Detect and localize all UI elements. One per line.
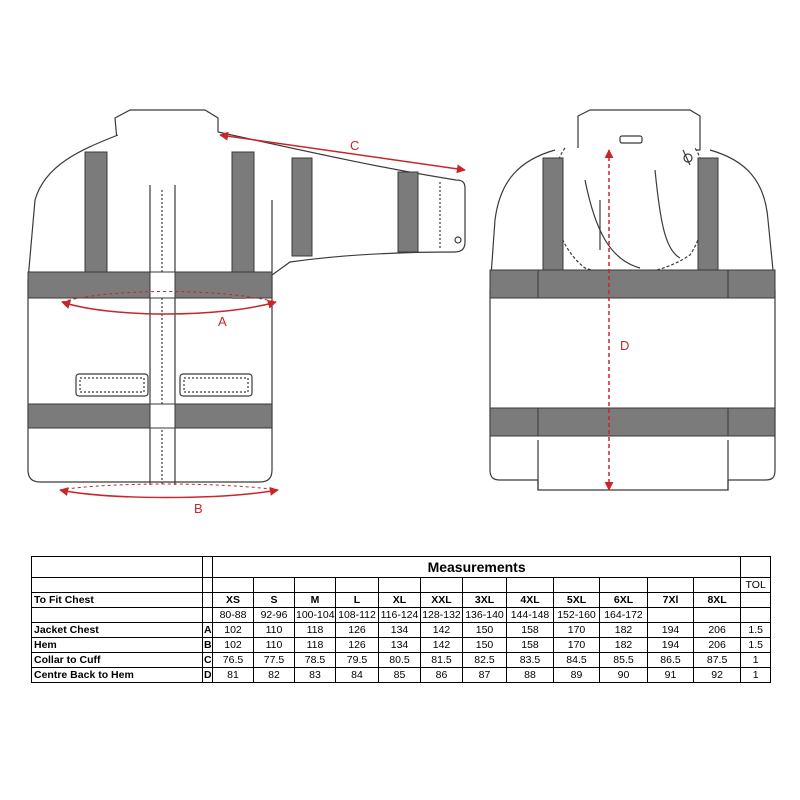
measurement-value: 118	[295, 623, 336, 638]
measurement-code: B	[204, 639, 212, 651]
tolerance-value: 1.5	[741, 638, 771, 653]
measurement-value: 182	[600, 638, 648, 653]
empty-cell	[379, 578, 421, 593]
measurement-row	[32, 653, 771, 668]
measurement-row	[32, 638, 771, 653]
size-header: 7Xl	[648, 593, 694, 608]
empty-cell	[203, 608, 213, 623]
measurement-value: 158	[507, 638, 554, 653]
chest-range-cell: 144-148	[507, 608, 554, 623]
size-header: L	[336, 593, 379, 608]
size-header: XL	[379, 593, 421, 608]
measurement-value: 86.5	[648, 653, 694, 668]
back-collar	[578, 110, 700, 150]
chest-range-cell: 116-124	[379, 608, 421, 623]
measurement-value: 206	[694, 638, 741, 653]
measurement-value: 126	[336, 638, 379, 653]
measurement-value: 150	[463, 623, 507, 638]
measurement-value: 85.5	[600, 653, 648, 668]
table-spacer-row	[32, 578, 771, 593]
empty-cell	[203, 593, 213, 608]
empty-cell	[203, 557, 213, 578]
chest-range-cell: 100-104	[296, 609, 335, 621]
measurement-value: 86	[421, 668, 463, 683]
measurement-label: Collar to Cuff	[32, 653, 203, 668]
chest-range-row	[32, 608, 771, 623]
measurement-value: 170	[554, 638, 600, 653]
measurement-value: 87.5	[694, 653, 741, 668]
chest-range-cell: 80-88	[213, 608, 254, 623]
table-title: Measurements	[213, 557, 741, 578]
measurement-label: Centre Back to Hem	[32, 668, 203, 683]
dimension-b-label: B	[194, 501, 203, 516]
chest-range-cell: 128-132	[422, 609, 461, 621]
empty-cell	[741, 593, 771, 608]
empty-cell	[336, 578, 379, 593]
measurement-value: 134	[379, 623, 421, 638]
measurement-value: 110	[254, 638, 295, 653]
measurement-value: 76.5	[213, 653, 254, 668]
measurement-label: Jacket Chest	[32, 623, 203, 638]
size-header: 8XL	[694, 593, 741, 608]
tolerance-value: 1	[741, 668, 771, 683]
size-header: XXL	[421, 593, 463, 608]
measurement-value: 170	[554, 623, 600, 638]
size-header: XS	[213, 593, 254, 608]
size-header: 4XL	[507, 593, 554, 608]
empty-cell	[600, 578, 648, 593]
measurement-value: 142	[421, 623, 463, 638]
measurement-value: 150	[463, 638, 507, 653]
measurement-value: 82	[254, 668, 295, 683]
measurement-value: 158	[507, 623, 554, 638]
empty-cell	[694, 578, 741, 593]
empty-cell	[421, 578, 463, 593]
measurement-value: 126	[336, 623, 379, 638]
empty-cell	[741, 557, 771, 578]
empty-cell	[32, 557, 203, 578]
tol-header: TOL	[741, 578, 771, 593]
measurement-value: 88	[507, 668, 554, 683]
dimension-b	[60, 484, 278, 516]
table-title-row	[32, 557, 771, 578]
empty-cell	[213, 578, 254, 593]
measurement-value: 118	[295, 638, 336, 653]
measurement-value: 80.5	[379, 653, 421, 668]
measurement-value: 83	[295, 668, 336, 683]
tolerance-value: 1	[741, 653, 771, 668]
size-header: 5XL	[554, 593, 600, 608]
measurement-value: 134	[379, 638, 421, 653]
empty-cell	[507, 578, 554, 593]
measurement-value: 78.5	[295, 653, 336, 668]
empty-cell	[463, 578, 507, 593]
measurement-value: 182	[600, 623, 648, 638]
chest-range-cell	[694, 608, 741, 623]
size-header: 6XL	[600, 593, 648, 608]
measurement-value: 194	[648, 623, 694, 638]
measurement-value: 81	[213, 668, 254, 683]
chest-range-cell: 136-140	[463, 608, 507, 623]
measurement-value: 79.5	[336, 653, 379, 668]
chest-range-cell: 164-172	[600, 608, 648, 623]
measurement-value: 102	[213, 623, 254, 638]
measurement-value: 92	[694, 668, 741, 683]
empty-cell	[254, 578, 295, 593]
measurement-value: 84	[336, 668, 379, 683]
dimension-c-label: C	[350, 138, 360, 153]
dimension-d-label: D	[620, 338, 630, 353]
measurement-value: 102	[213, 638, 254, 653]
measurement-code: D	[204, 669, 212, 681]
size-header: S	[254, 593, 295, 608]
size-header: M	[295, 593, 336, 608]
empty-cell	[295, 578, 336, 593]
measurement-code: C	[204, 654, 212, 666]
measurement-value: 89	[554, 668, 600, 683]
empty-cell	[32, 578, 203, 593]
tolerance-value: 1.5	[741, 623, 771, 638]
measurement-value: 85	[379, 668, 421, 683]
chest-range-cell: 108-112	[336, 608, 379, 623]
empty-cell	[32, 608, 203, 623]
measurement-value: 84.5	[554, 653, 600, 668]
measurement-row	[32, 668, 771, 683]
fit-label: To Fit Chest	[32, 593, 203, 608]
measurement-code: A	[204, 624, 212, 636]
sizes-row	[32, 593, 771, 608]
measurement-value: 81.5	[421, 653, 463, 668]
chest-range-cell: 152-160	[554, 608, 600, 623]
empty-cell	[203, 578, 213, 593]
measurement-value: 87	[463, 668, 507, 683]
measurement-value: 91	[648, 668, 694, 683]
measurement-value: 77.5	[254, 653, 295, 668]
measurement-value: 194	[648, 638, 694, 653]
measurement-value: 110	[254, 623, 295, 638]
measurement-value: 83.5	[507, 653, 554, 668]
measurement-label: Hem	[32, 638, 203, 653]
chest-range-cell	[648, 608, 694, 623]
measurement-row	[32, 623, 771, 638]
empty-cell	[648, 578, 694, 593]
measurement-value: 142	[421, 638, 463, 653]
measurement-value: 82.5	[463, 653, 507, 668]
empty-cell	[554, 578, 600, 593]
measurement-value: 206	[694, 623, 741, 638]
empty-cell	[741, 608, 771, 623]
measurement-value: 90	[600, 668, 648, 683]
measurements-table	[31, 556, 771, 683]
dimension-a-label: A	[218, 314, 227, 329]
size-header: 3XL	[463, 593, 507, 608]
chest-range-cell: 92-96	[254, 608, 295, 623]
hood	[553, 148, 707, 274]
